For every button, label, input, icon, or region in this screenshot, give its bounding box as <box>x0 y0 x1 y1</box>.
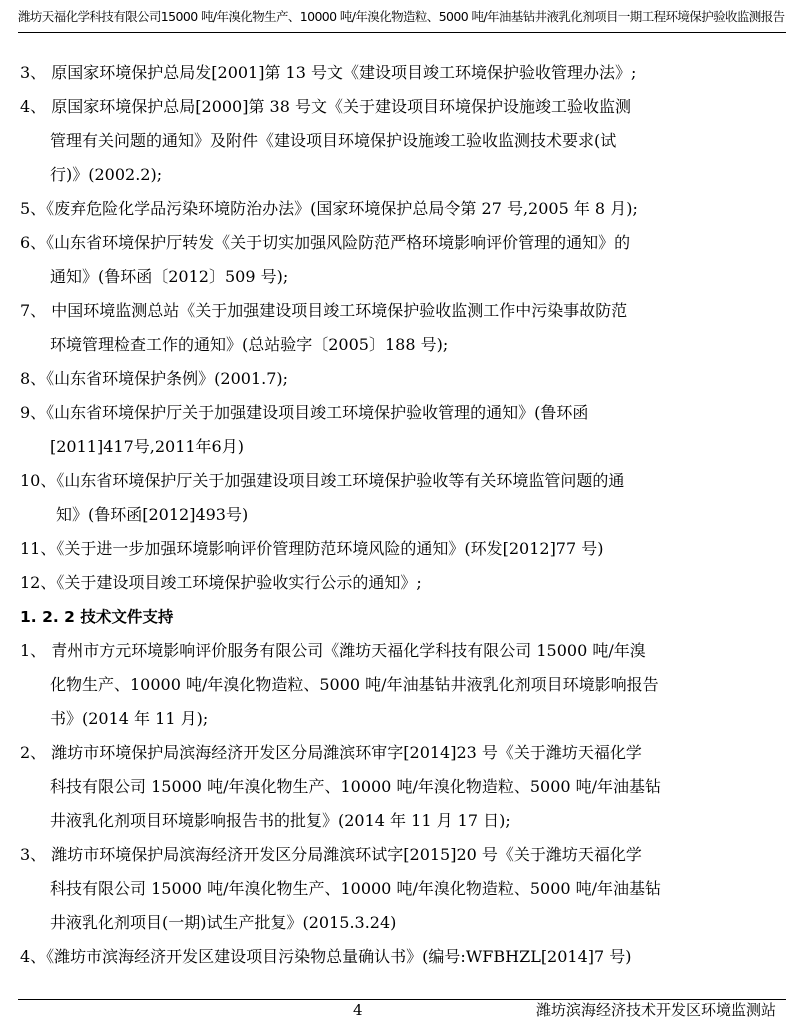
header-title: 潍坊天福化学科技有限公司15000 吨/年溴化物生产、10000 吨/年溴化物造粒、5000 吨/年油基钻井液乳化剂项目一期工程环境保护验收监测报告 <box>18 9 785 24</box>
tech-item-2: 2、 潍坊市环境保护局滨海经济开发区分局潍滨环审字[2014]23 号《关于潍坊天福化学 <box>20 743 642 762</box>
footer-organization: 潍坊滨海经济技术开发区环境监测站 <box>535 1001 776 1019</box>
list-item-12: 12、《关于建设项目竣工环境保护验收实行公示的通知》; <box>20 573 422 592</box>
list-item-10: 10、《山东省环境保护厅关于加强建设项目竣工环境保护验收等有关环境监管问题的通 <box>20 471 625 490</box>
tech-item-2-continuation: 井液乳化剂项目环境影响报告书的批复》(2014 年 11 月 17 日); <box>50 811 511 830</box>
tech-item-3-continuation: 科技有限公司 15000 吨/年溴化物生产、10000 吨/年溴化物造粒、5000 吨/年油基钻 <box>50 879 662 898</box>
document-body <box>20 56 772 974</box>
section-heading: 1. 2. 2 技术文件支持 <box>20 608 174 626</box>
tech-item-4: 4、《潍坊市滨海经济开发区建设项目污染物总量确认书》(编号:WFBHZL[2014]7 号) <box>20 947 632 966</box>
list-item-4-continuation: 行)》(2002.2); <box>50 165 163 184</box>
list-item-10-continuation: 知》(鲁环函[2012]493号) <box>56 505 249 524</box>
list-item-11: 11、《关于进一步加强环境影响评价管理防范环境风险的通知》(环发[2012]77 号) <box>20 539 604 558</box>
list-item-6: 6、《山东省环境保护厅转发《关于切实加强风险防范严格环境影响评价管理的通知》的 <box>20 233 631 252</box>
page-number: 4 <box>353 1001 363 1019</box>
tech-item-3: 3、 潍坊市环境保护局滨海经济开发区分局潍滨环试字[2015]20 号《关于潍坊天福化学 <box>20 845 642 864</box>
list-item-9-continuation: [2011]417号,2011年6月) <box>50 437 244 456</box>
tech-item-1: 1、 青州市方元环境影响评价服务有限公司《潍坊天福化学科技有限公司 15000 吨/年溴 <box>20 641 646 660</box>
tech-item-1-continuation: 书》(2014 年 11 月); <box>50 709 209 728</box>
list-item-3: 3、 原国家环境保护总局发[2001]第 13 号文《建设项目竣工环境保护验收管理办法》; <box>20 63 637 82</box>
list-item-9: 9、《山东省环境保护厅关于加强建设项目竣工环境保护验收管理的通知》(鲁环函 <box>20 403 589 422</box>
list-item-4: 4、 原国家环境保护总局[2000]第 38 号文《关于建设项目环境保护设施竣工验收监测 <box>20 97 632 116</box>
list-item-7: 7、 中国环境监测总站《关于加强建设项目竣工环境保护验收监测工作中污染事故防范 <box>20 301 628 320</box>
list-item-6-continuation: 通知》(鲁环函〔2012〕509 号); <box>50 267 289 286</box>
tech-item-3-continuation: 井液乳化剂项目(一期)试生产批复》(2015.3.24) <box>50 913 397 932</box>
tech-item-1-continuation: 化物生产、10000 吨/年溴化物造粒、5000 吨/年油基钻井液乳化剂项目环境影响报告 <box>50 675 659 694</box>
header-divider <box>18 32 786 33</box>
list-item-5: 5、《废弃危险化学品污染环境防治办法》(国家环境保护总局令第 27 号,2005 年 8 月); <box>20 199 638 218</box>
list-item-4-continuation: 管理有关问题的通知》及附件《建设项目环境保护设施竣工验收监测技术要求(试 <box>50 131 617 150</box>
page-header <box>18 4 788 30</box>
tech-item-2-continuation: 科技有限公司 15000 吨/年溴化物生产、10000 吨/年溴化物造粒、5000 吨/年油基钻 <box>50 777 662 796</box>
list-item-8: 8、《山东省环境保护条例》(2001.7); <box>20 369 289 388</box>
list-item-7-continuation: 环境管理检查工作的通知》(总站验字〔2005〕188 号); <box>50 335 449 354</box>
